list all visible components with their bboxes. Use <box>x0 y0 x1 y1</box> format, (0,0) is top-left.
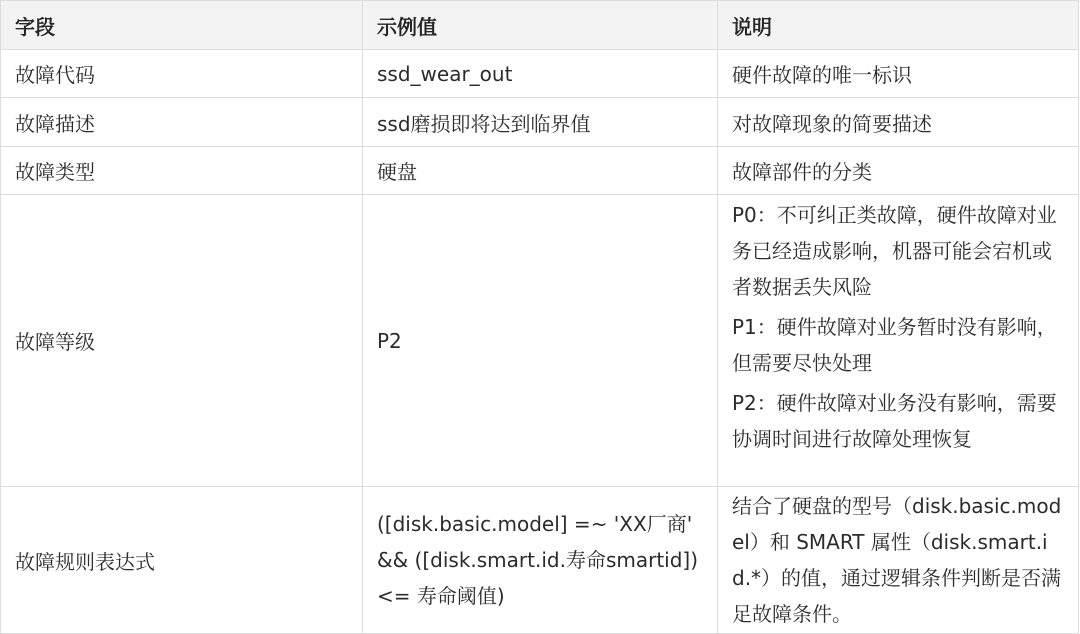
table-header-row <box>1 1 1079 50</box>
cell-field: 故障类型 <box>1 147 363 195</box>
header-example: 示例值 <box>363 1 718 50</box>
level-p1-text: P1：硬件故障对业务暂时没有影响，但需要尽快处理 <box>732 315 1057 375</box>
cell-description: 故障部件的分类 <box>718 147 1079 195</box>
level-p2-text: P2：硬件故障对业务没有影响，需要协调时间进行故障处理恢复 <box>732 391 1057 451</box>
cell-example: ssd磨损即将达到临界值 <box>363 98 718 147</box>
header-description: 说明 <box>718 1 1079 50</box>
cell-example: P2 <box>363 195 718 487</box>
cell-description <box>718 195 1079 487</box>
cell-field: 故障描述 <box>1 98 363 147</box>
cell-example: 硬盘 <box>363 147 718 195</box>
cell-description: 对故障现象的简要描述 <box>718 98 1079 147</box>
table-row <box>1 487 1079 634</box>
table-row <box>1 195 1079 487</box>
cell-field: 故障规则表达式 <box>1 487 363 634</box>
cell-field: 故障代码 <box>1 50 363 98</box>
level-p0-text: P0：不可纠正类故障，硬件故障对业务已经造成影响，机器可能会宕机或者数据丢失风险 <box>732 203 1057 299</box>
cell-example: ([disk.basic.model] =~ 'XX厂商' && ([disk.smart.id.寿命smartid]) <= 寿命阈值) <box>363 487 718 634</box>
cell-example: ssd_wear_out <box>363 50 718 98</box>
table-row <box>1 98 1079 147</box>
table-row <box>1 50 1079 98</box>
table-row <box>1 147 1079 195</box>
header-field: 字段 <box>1 1 363 50</box>
cell-description: 结合了硬盘的型号（disk.basic.model）和 SMART 属性（disk.smart.id.*）的值，通过逻辑条件判断是否满足故障条件。 <box>718 487 1079 634</box>
cell-field: 故障等级 <box>1 195 363 487</box>
cell-description: 硬件故障的唯一标识 <box>718 50 1079 98</box>
